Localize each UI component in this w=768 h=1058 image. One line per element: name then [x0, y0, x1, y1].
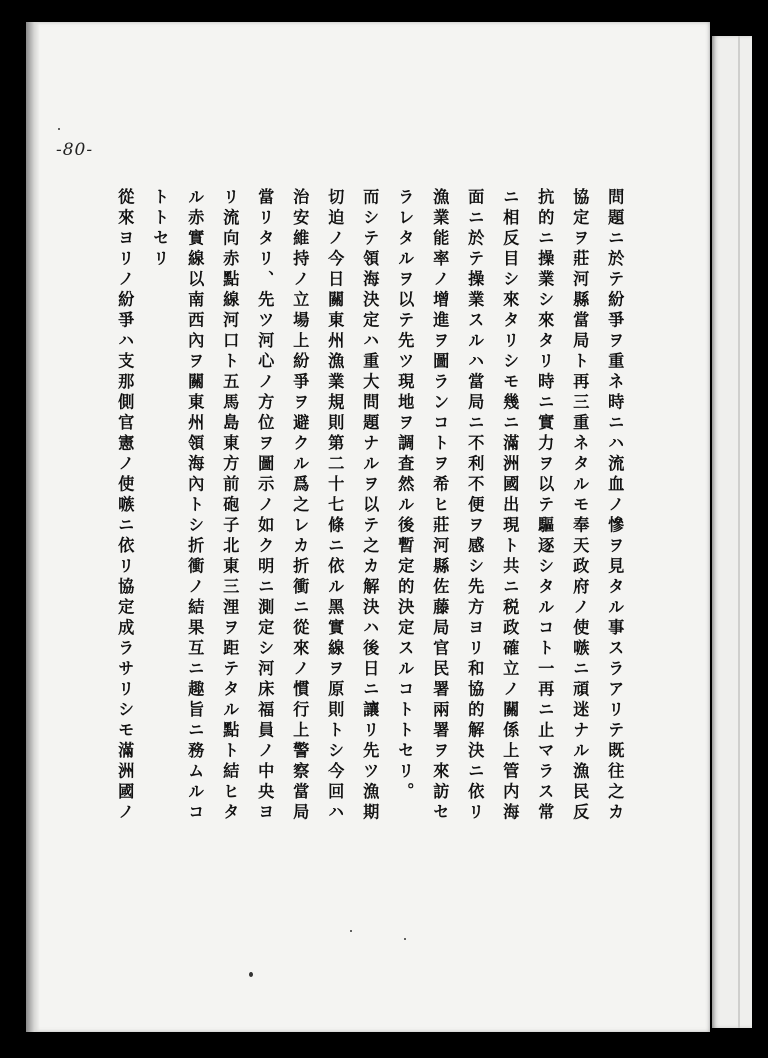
text-column: トトセリ: [150, 188, 170, 270]
text-column: ル赤實線以南西內ヲ關東州領海內トシ折衝ノ結果互ニ趣旨ニ務ムルコ: [185, 188, 205, 824]
binding-shadow: [26, 22, 40, 1032]
text-column: 切迫ノ今日關東州漁業規則第二十七條ニ依ル黑實線ヲ原則トシ今回ハ: [325, 188, 345, 824]
text-column: ニ相反目シ來タリシモ幾ニ滿洲國出現ト共ニ税政確立ノ關係上管内海: [500, 188, 520, 824]
text-column: 面ニ於テ操業スルハ當局ニ不利不便ヲ感シ先方ヨリ和協的解決ニ依リ: [465, 188, 485, 824]
next-page-edge: [712, 36, 752, 1028]
text-column: 問題ニ於テ紛爭ヲ重ネ時ニハ流血ノ慘ヲ見タル事スラアリテ既往之カ: [605, 188, 625, 824]
text-column: 抗的ニ操業シ來タリ時ニ實力ヲ以テ驅逐シタルコト一再ニ止マラス常: [535, 188, 555, 824]
text-column: 治安維持ノ立場上紛爭ヲ避クル爲之レカ折衝ニ從來ノ慣行上警察當局: [290, 188, 310, 824]
text-column: 漁業能率ノ增進ヲ圖ランコトヲ希ヒ莊河縣佐藤局官民署兩署ヲ來訪セ: [430, 188, 450, 824]
page-number: -80-: [56, 140, 94, 160]
text-column: 而シテ領海決定ハ重大問題ナルヲ以テ之カ解決ハ後日ニ讓リ先ツ漁期: [360, 188, 380, 824]
next-page-edge-line: [738, 36, 740, 1028]
text-column: 協定ヲ莊河縣當局ト再三重ネタルモ奉天政府ノ使嗾ニ頑迷ナル漁民反: [570, 188, 590, 824]
text-column: 當リタリ、先ツ河心ノ方位ヲ圖示ノ如ク明ニ測定シ河床福員ノ中央ヨ: [255, 188, 275, 824]
text-column: ラレタルヲ以テ先ツ現地ヲ調査然ル後暫定的決定スルコトトセリ。: [395, 188, 415, 803]
text-column: リ流向赤點線河口ト五馬島東方前砲子北東三浬ヲ距テタル點ト結ヒタ: [220, 188, 240, 824]
text-column: 從來ヨリノ紛爭ハ支那側官憲ノ使嗾ニ依リ協定成ラサリシモ滿洲國ノ: [115, 188, 135, 824]
